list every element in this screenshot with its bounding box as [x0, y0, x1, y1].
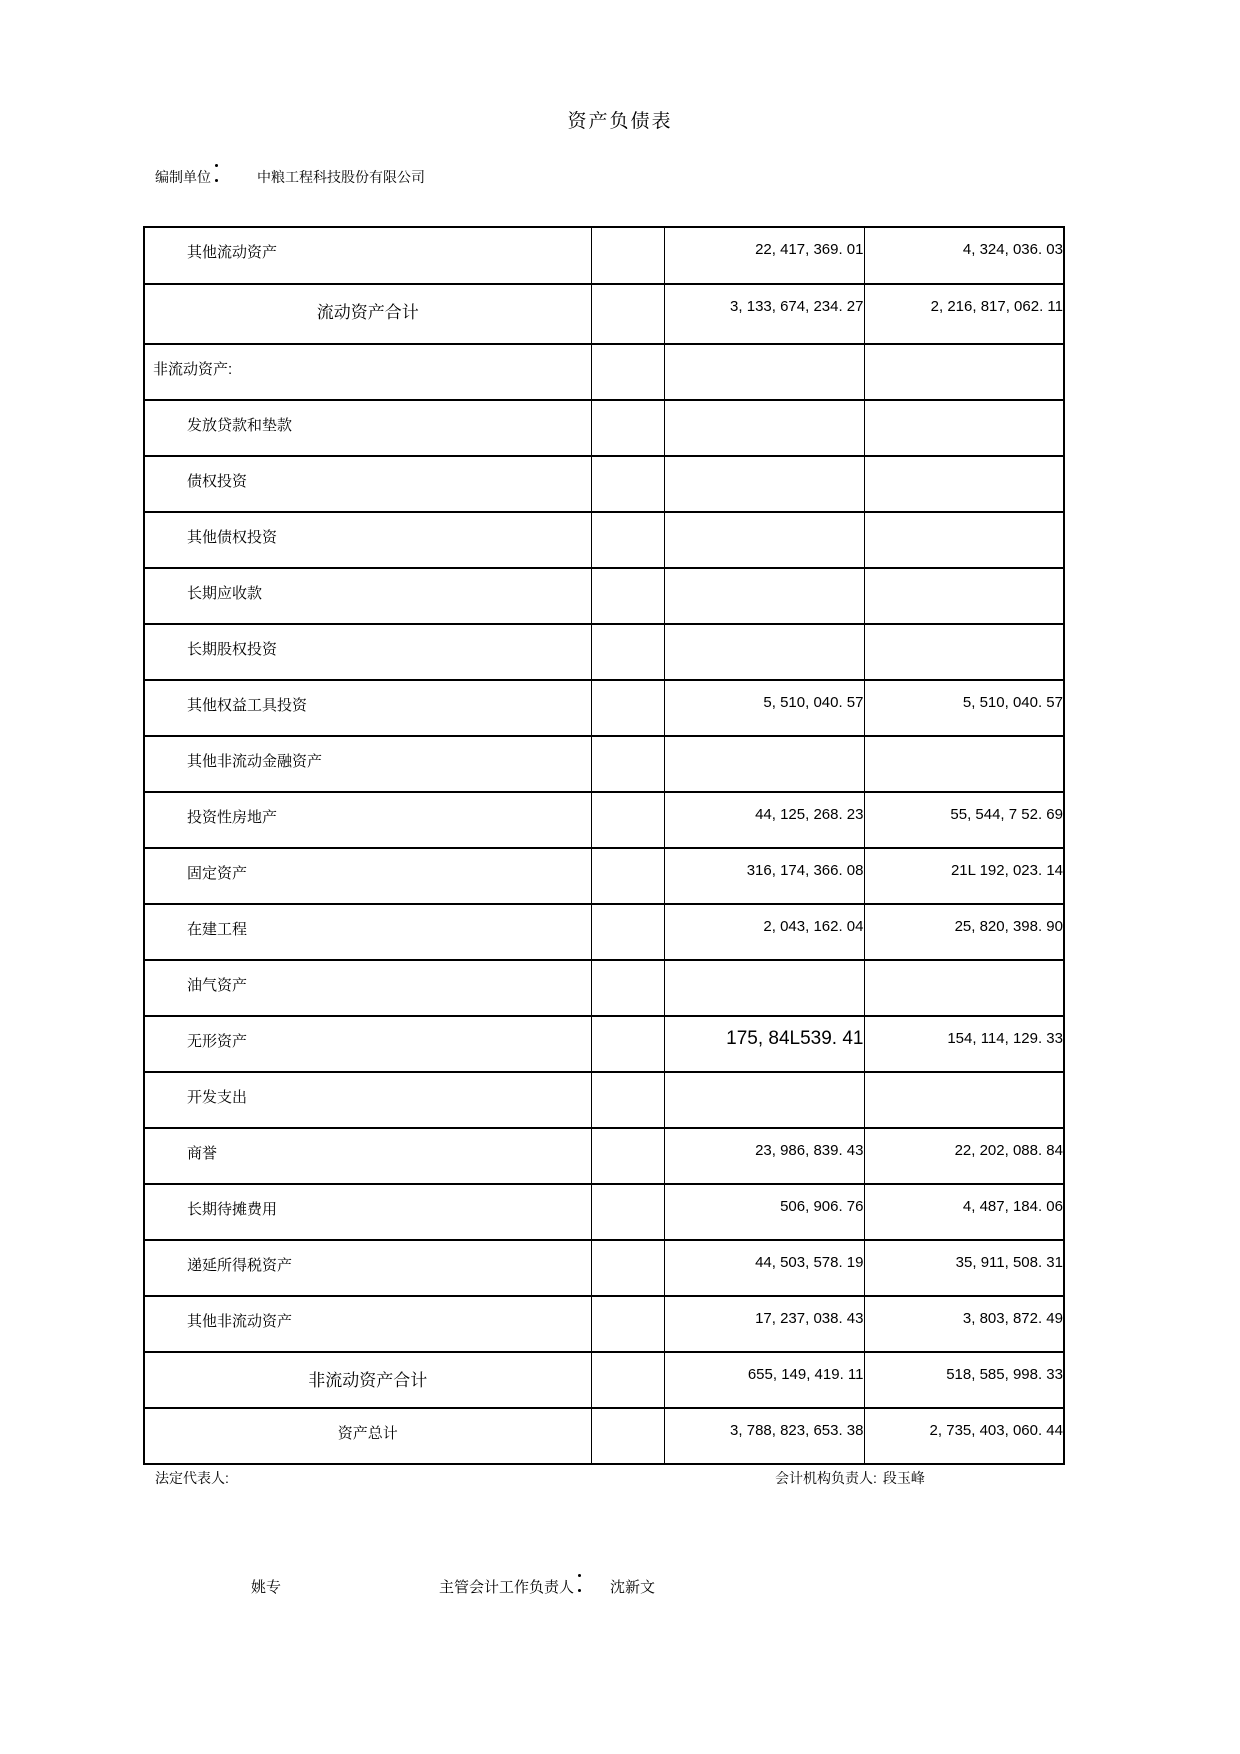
prepared-by-line	[155, 167, 425, 187]
accounting-org-name: 段玉峰	[882, 1470, 925, 1486]
chief-accountant-name: 沈新文	[610, 1579, 656, 1596]
blank-cell	[591, 1128, 664, 1184]
prior-amount-cell: 21L 192, 023. 14	[864, 848, 1064, 904]
table-row	[144, 1352, 1064, 1408]
blank-cell	[591, 400, 664, 456]
item-label-cell: 商誉	[144, 1128, 591, 1184]
prior-amount-cell: 518, 585, 998. 33	[864, 1352, 1064, 1408]
current-amount-cell: 3, 788, 823, 653. 38	[664, 1408, 864, 1464]
table-row	[144, 1072, 1064, 1128]
item-label-cell: 其他非流动金融资产	[144, 736, 591, 792]
table-row	[144, 284, 1064, 344]
accounting-org-label: 会计机构负责人:	[775, 1470, 877, 1486]
prior-amount-cell: 25, 820, 398. 90	[864, 904, 1064, 960]
current-amount-cell: 2, 043, 162. 04	[664, 904, 864, 960]
prior-amount-cell	[864, 344, 1064, 400]
current-amount-cell	[664, 960, 864, 1016]
blank-cell	[591, 624, 664, 680]
item-label-cell: 资产总计	[144, 1408, 591, 1464]
prepared-by-label: 编制单位	[155, 169, 211, 185]
prior-amount-cell	[864, 568, 1064, 624]
blank-cell	[591, 512, 664, 568]
table-row	[144, 1408, 1064, 1464]
blank-cell	[591, 344, 664, 400]
current-amount-cell	[664, 400, 864, 456]
prior-amount-cell: 5, 510, 040. 57	[864, 680, 1064, 736]
prior-amount-cell: 4, 324, 036. 03	[864, 227, 1064, 284]
current-amount-cell	[664, 1072, 864, 1128]
item-label-cell: 发放贷款和垫款	[144, 400, 591, 456]
item-label-cell: 投资性房地产	[144, 792, 591, 848]
table-row	[144, 568, 1064, 624]
accounting-org-line	[775, 1468, 925, 1488]
current-amount-cell	[664, 736, 864, 792]
current-amount-cell: 44, 503, 578. 19	[664, 1240, 864, 1296]
table-row	[144, 1296, 1064, 1352]
item-label-cell: 长期股权投资	[144, 624, 591, 680]
blank-cell	[591, 1352, 664, 1408]
blank-cell	[591, 1072, 664, 1128]
table-row	[144, 1184, 1064, 1240]
item-label-cell: 固定资产	[144, 848, 591, 904]
blank-cell	[591, 456, 664, 512]
blank-cell	[591, 1296, 664, 1352]
current-amount-cell	[664, 456, 864, 512]
blank-cell	[591, 1408, 664, 1464]
current-amount-cell: 506, 906. 76	[664, 1184, 864, 1240]
item-label-cell: 油气资产	[144, 960, 591, 1016]
blank-cell	[591, 792, 664, 848]
item-label-cell: 其他债权投资	[144, 512, 591, 568]
item-label-cell: 其他权益工具投资	[144, 680, 591, 736]
page-title: 资产负债表	[567, 111, 673, 132]
blank-cell	[591, 904, 664, 960]
table-row	[144, 456, 1064, 512]
prior-amount-cell: 2, 735, 403, 060. 44	[864, 1408, 1064, 1464]
chief-accountant-label: 主管会计工作负责人	[439, 1579, 575, 1596]
prior-amount-cell	[864, 736, 1064, 792]
blank-cell	[591, 960, 664, 1016]
blank-cell	[591, 736, 664, 792]
item-label-cell: 非流动资产:	[144, 344, 591, 400]
prior-amount-cell: 35, 911, 508. 31	[864, 1240, 1064, 1296]
legal-representative-name: 姚专	[251, 1579, 282, 1596]
colon-glyph	[211, 167, 223, 185]
table-row	[144, 848, 1064, 904]
legal-representative-label: 法定代表人:	[155, 1470, 229, 1486]
current-amount-cell	[664, 568, 864, 624]
table-row	[144, 344, 1064, 400]
current-amount-cell: 3, 133, 674, 234. 27	[664, 284, 864, 344]
blank-cell	[591, 568, 664, 624]
balance-sheet-table	[143, 226, 1065, 1465]
blank-cell	[591, 227, 664, 284]
item-label-cell: 无形资产	[144, 1016, 591, 1072]
prior-amount-cell	[864, 1072, 1064, 1128]
item-label-cell: 长期待摊费用	[144, 1184, 591, 1240]
blank-cell	[591, 1240, 664, 1296]
prior-amount-cell: 154, 114, 129. 33	[864, 1016, 1064, 1072]
blank-cell	[591, 1016, 664, 1072]
table-row	[144, 400, 1064, 456]
table-row	[144, 512, 1064, 568]
chief-accountant-line	[439, 1576, 655, 1597]
table-row	[144, 1240, 1064, 1296]
current-amount-cell: 655, 149, 419. 11	[664, 1352, 864, 1408]
item-label-cell: 非流动资产合计	[144, 1352, 591, 1408]
prior-amount-cell: 55, 544, 7 52. 69	[864, 792, 1064, 848]
table-row	[144, 904, 1064, 960]
current-amount-cell	[664, 344, 864, 400]
current-amount-cell: 5, 510, 040. 57	[664, 680, 864, 736]
current-amount-cell	[664, 624, 864, 680]
current-amount-cell: 22, 417, 369. 01	[664, 227, 864, 284]
item-label-cell: 递延所得税资产	[144, 1240, 591, 1296]
item-label-cell: 债权投资	[144, 456, 591, 512]
blank-cell	[591, 848, 664, 904]
current-amount-cell: 44, 125, 268. 23	[664, 792, 864, 848]
prior-amount-cell: 4, 487, 184. 06	[864, 1184, 1064, 1240]
item-label-cell: 其他流动资产	[144, 227, 591, 284]
item-label-cell: 在建工程	[144, 904, 591, 960]
prior-amount-cell: 22, 202, 088. 84	[864, 1128, 1064, 1184]
table-row	[144, 736, 1064, 792]
blank-cell	[591, 284, 664, 344]
prior-amount-cell: 3, 803, 872. 49	[864, 1296, 1064, 1352]
table-row	[144, 1128, 1064, 1184]
prior-amount-cell	[864, 624, 1064, 680]
current-amount-cell: 23, 986, 839. 43	[664, 1128, 864, 1184]
balance-sheet-body	[144, 227, 1064, 1464]
current-amount-cell: 316, 174, 366. 08	[664, 848, 864, 904]
table-row	[144, 680, 1064, 736]
table-row	[144, 960, 1064, 1016]
table-row	[144, 227, 1064, 284]
colon-glyph	[574, 1577, 586, 1595]
current-amount-cell: 175, 84L539. 41	[664, 1016, 864, 1072]
prior-amount-cell	[864, 960, 1064, 1016]
prior-amount-cell: 2, 216, 817, 062. 11	[864, 284, 1064, 344]
blank-cell	[591, 680, 664, 736]
prior-amount-cell	[864, 456, 1064, 512]
item-label-cell: 长期应收款	[144, 568, 591, 624]
table-row	[144, 624, 1064, 680]
prepared-by-company: 中粮工程科技股份有限公司	[257, 169, 425, 185]
item-label-cell: 其他非流动资产	[144, 1296, 591, 1352]
item-label-cell: 开发支出	[144, 1072, 591, 1128]
table-row	[144, 1016, 1064, 1072]
current-amount-cell: 17, 237, 038. 43	[664, 1296, 864, 1352]
table-row	[144, 792, 1064, 848]
item-label-cell: 流动资产合计	[144, 284, 591, 344]
blank-cell	[591, 1184, 664, 1240]
prior-amount-cell	[864, 400, 1064, 456]
current-amount-cell	[664, 512, 864, 568]
prior-amount-cell	[864, 512, 1064, 568]
